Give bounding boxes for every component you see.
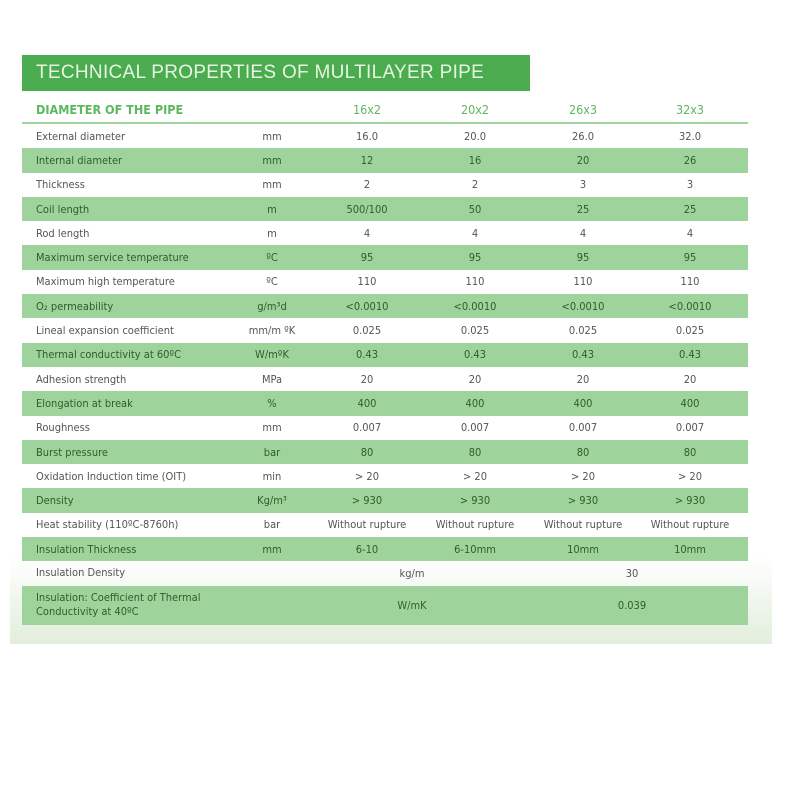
table-row <box>22 343 748 367</box>
property-value: <0.0010 <box>345 299 389 313</box>
table-row <box>22 586 748 625</box>
header-label: DIAMETER OF THE PIPE <box>36 101 184 117</box>
property-value: 20 <box>683 372 697 386</box>
property-value: 4 <box>686 226 694 240</box>
table-row <box>22 464 748 488</box>
property-value: 400 <box>465 396 485 410</box>
property-label: External diameter <box>36 129 126 143</box>
property-label: Insulation Thickness <box>36 542 137 556</box>
property-value: 16.0 <box>355 129 379 143</box>
property-value: 6-10 <box>355 542 379 556</box>
property-unit: ºC <box>266 275 278 289</box>
property-value: 0.43 <box>463 348 487 362</box>
property-label: Burst pressure <box>36 445 109 459</box>
property-value: 20.0 <box>463 129 487 143</box>
header-size: 16x2 <box>352 101 382 117</box>
property-value: 10mm <box>567 542 599 556</box>
table-row <box>22 391 748 415</box>
property-value: 0.025 <box>568 324 598 338</box>
table-row <box>22 124 748 148</box>
property-value: > 20 <box>354 469 380 483</box>
property-value: 0.007 <box>352 421 382 435</box>
property-value: 110 <box>357 275 377 289</box>
property-label: Insulation Density <box>36 566 126 580</box>
property-value: 3 <box>579 178 587 192</box>
property-value: 20 <box>576 372 590 386</box>
property-value: 80 <box>360 445 374 459</box>
property-value: 80 <box>683 445 697 459</box>
property-value: 0.43 <box>678 348 702 362</box>
property-value: 2 <box>363 178 371 192</box>
table-row <box>22 245 748 269</box>
property-label: Roughness <box>36 421 90 435</box>
property-unit: g/m³d <box>257 299 287 313</box>
property-value: <0.0010 <box>561 299 605 313</box>
property-value: > 930 <box>351 494 383 508</box>
header-size: 26x3 <box>568 101 598 117</box>
property-value: > 930 <box>674 494 706 508</box>
property-value: 4 <box>579 226 587 240</box>
property-value: 30 <box>625 566 639 580</box>
property-value: 20 <box>576 153 590 167</box>
property-unit: W/mK <box>397 598 427 612</box>
property-value: 80 <box>468 445 482 459</box>
property-value: 95 <box>468 251 482 265</box>
property-value: > 20 <box>677 469 703 483</box>
property-value: 16 <box>468 153 482 167</box>
property-unit: ºC <box>266 251 278 265</box>
table-row <box>22 318 748 342</box>
property-unit: bar <box>263 445 281 459</box>
property-value: 110 <box>680 275 700 289</box>
property-value: 0.43 <box>355 348 379 362</box>
property-label: Heat stability (110ºC-8760h) <box>36 518 179 532</box>
property-label: Insulation: Coefficient of Thermal Conductivity at 40ºC <box>36 590 201 619</box>
property-unit: min <box>262 469 282 483</box>
property-unit: mm <box>262 421 282 435</box>
property-unit: mm <box>262 129 282 143</box>
property-unit: Kg/m³ <box>257 494 287 508</box>
property-value: 0.43 <box>571 348 595 362</box>
property-value: > 20 <box>462 469 488 483</box>
table-row <box>22 488 748 512</box>
property-value: 2 <box>471 178 479 192</box>
property-unit: bar <box>263 518 281 532</box>
property-value: 25 <box>576 202 590 216</box>
property-unit: % <box>267 396 277 410</box>
property-value: <0.0010 <box>668 299 712 313</box>
property-value: > 930 <box>459 494 491 508</box>
property-label: Coil length <box>36 202 90 216</box>
property-value: 25 <box>683 202 697 216</box>
property-label: Thickness <box>36 178 85 192</box>
property-value: 4 <box>363 226 371 240</box>
table-row <box>22 367 748 391</box>
property-value: 50 <box>468 202 482 216</box>
property-unit: mm <box>262 542 282 556</box>
property-unit: mm <box>262 153 282 167</box>
property-unit: mm/m ºK <box>248 324 296 338</box>
property-label: Elongation at break <box>36 396 133 410</box>
property-value: 500/100 <box>346 202 388 216</box>
property-value: 12 <box>360 153 374 167</box>
property-value: 110 <box>465 275 485 289</box>
property-value: 3 <box>686 178 694 192</box>
property-label: Density <box>36 494 74 508</box>
table-row <box>22 513 748 537</box>
property-value: 26.0 <box>571 129 595 143</box>
property-value: 400 <box>573 396 593 410</box>
table-row <box>22 148 748 172</box>
property-value: Without rupture <box>543 518 623 532</box>
table-row <box>22 173 748 197</box>
property-unit: m <box>267 202 277 216</box>
property-value: 10mm <box>674 542 706 556</box>
property-label: Oxidation Induction time (OIT) <box>36 469 187 483</box>
property-value: 0.039 <box>617 598 647 612</box>
property-value: Without rupture <box>435 518 515 532</box>
property-value: Without rupture <box>650 518 730 532</box>
property-value: 0.025 <box>675 324 705 338</box>
property-label: Rod length <box>36 226 90 240</box>
property-label: Maximum high temperature <box>36 275 175 289</box>
property-unit: m <box>267 226 277 240</box>
property-value: 26 <box>683 153 697 167</box>
property-unit: mm <box>262 178 282 192</box>
header-size: 20x2 <box>460 101 490 117</box>
property-value: 20 <box>468 372 482 386</box>
property-value: 95 <box>360 251 374 265</box>
property-value: > 20 <box>570 469 596 483</box>
table-header-row <box>22 96 748 124</box>
property-label: Lineal expansion coefficient <box>36 324 174 338</box>
property-value: 95 <box>576 251 590 265</box>
property-value: Without rupture <box>327 518 407 532</box>
table-row <box>22 221 748 245</box>
page-title: TECHNICAL PROPERTIES OF MULTILAYER PIPE <box>22 55 530 91</box>
property-unit: MPa <box>261 372 283 386</box>
property-value: 400 <box>680 396 700 410</box>
table-row <box>22 294 748 318</box>
property-unit: kg/m <box>399 566 425 580</box>
table-row <box>22 197 748 221</box>
property-value: 400 <box>357 396 377 410</box>
property-value: 0.007 <box>568 421 598 435</box>
property-label: O₂ permeability <box>36 299 114 313</box>
table-row <box>22 416 748 440</box>
table-row <box>22 561 748 585</box>
property-value: 0.007 <box>675 421 705 435</box>
properties-table <box>22 96 748 625</box>
property-value: 20 <box>360 372 374 386</box>
property-value: 110 <box>573 275 593 289</box>
property-label: Adhesion strength <box>36 372 127 386</box>
property-value: 4 <box>471 226 479 240</box>
table-row <box>22 270 748 294</box>
header-size: 32x3 <box>675 101 705 117</box>
property-value: 0.025 <box>352 324 382 338</box>
property-value: 0.007 <box>460 421 490 435</box>
property-value: <0.0010 <box>453 299 497 313</box>
table-row <box>22 537 748 561</box>
property-label: Maximum service temperature <box>36 251 189 265</box>
property-value: 32.0 <box>678 129 702 143</box>
property-label: Internal diameter <box>36 153 123 167</box>
property-value: 95 <box>683 251 697 265</box>
property-value: > 930 <box>567 494 599 508</box>
property-value: 6-10mm <box>454 542 496 556</box>
property-value: 0.025 <box>460 324 490 338</box>
property-unit: W/mºK <box>255 348 289 362</box>
property-label: Thermal conductivity at 60ºC <box>36 348 181 362</box>
table-row <box>22 440 748 464</box>
property-value: 80 <box>576 445 590 459</box>
